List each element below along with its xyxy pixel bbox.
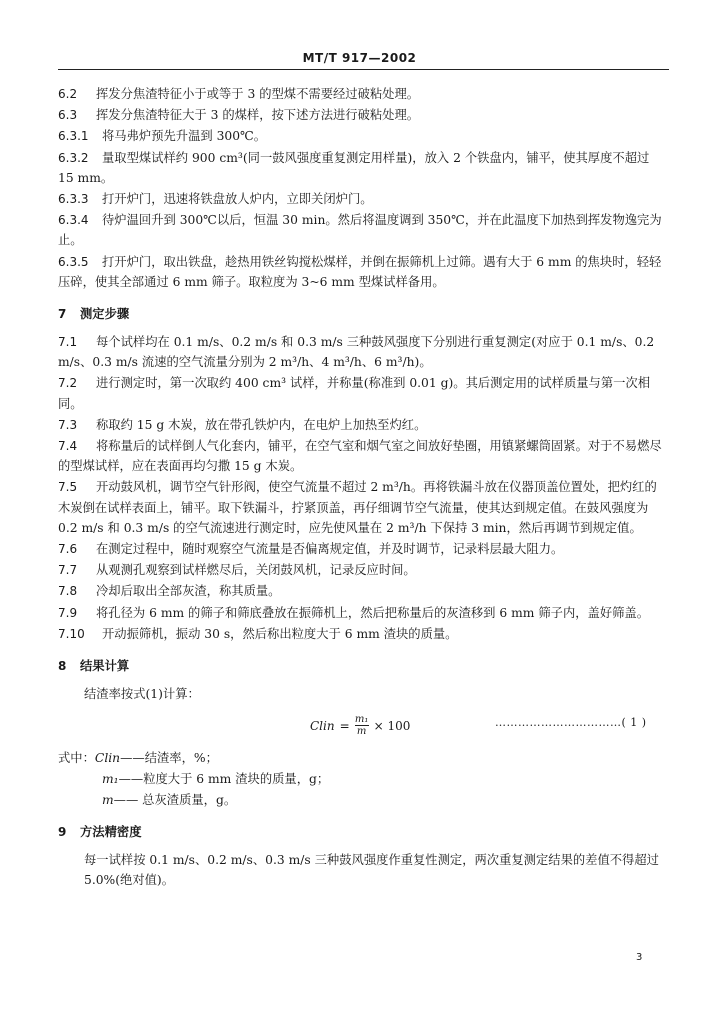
clause-text: 在测定过程中，随时观察空气流量是否偏离规定值，并及时调节，记录料层最大阻力。 [96, 542, 564, 557]
clause-6-2 [58, 84, 664, 104]
formula-fraction [355, 714, 369, 737]
page-number: 3 [636, 952, 643, 963]
clause-7-4 [58, 436, 664, 476]
clause-number: 7.7 [58, 563, 78, 578]
clause-text: 量取型煤试样约 900 cm³(同一鼓风强度重复测定用样量)，放入 2 个铁盘内，铺平，使其厚度不超过 15 mm。 [58, 150, 650, 185]
section-9-heading [58, 822, 664, 842]
clause-text: 从观测孔观察到试样燃尽后，关闭鼓风机，记录反应时间。 [96, 563, 416, 578]
formula-row [58, 710, 664, 744]
clause-6-3 [58, 105, 664, 125]
clause-number: 6.3 [58, 108, 78, 123]
clause-text: 称取约 15 g 木炭，放在带孔铁炉内，在电炉上加热至灼红。 [96, 417, 427, 432]
clause-number: 7.6 [58, 542, 78, 557]
clause-text: 冷却后取出全部灰渣，称其质量。 [96, 584, 281, 599]
section-number: 8 [58, 659, 67, 674]
definition-symbol: m₁ [102, 772, 119, 787]
clause-6-3-4 [58, 210, 664, 250]
clause-number: 7.10 [58, 626, 85, 641]
standard-code-header: MT/T 917—2002 [302, 51, 417, 65]
clause-number: 6.3.3 [58, 192, 89, 207]
clause-7-10 [58, 624, 664, 644]
clause-number: 7.4 [58, 439, 78, 454]
clause-6-3-5 [58, 252, 664, 292]
definition-text: —— 总灰渣质量，g。 [113, 793, 237, 808]
clause-6-3-1 [58, 126, 664, 146]
clause-text: 待炉温回升到 300℃以后，恒温 30 min。然后将温度调到 350℃，并在此温度下加热到挥发物逸完为止。 [58, 213, 662, 248]
section-title: 方法精密度 [80, 825, 142, 840]
clause-number: 6.3.4 [58, 213, 89, 228]
clause-text: 每个试样均在 0.1 m/s、0.2 m/s 和 0.3 m/s 三种鼓风强度下分别进行重复测定(对应于 0.1 m/s、0.2 m/s、0.3 m/s 流速的空气流量分别为 2 m³/h、4 m³/h、6 m³/h)。 [58, 335, 655, 370]
clause-number: 7.8 [58, 584, 78, 599]
header-rule [58, 69, 669, 70]
clause-number: 7.1 [58, 335, 78, 350]
clause-6-3-2 [58, 148, 664, 188]
clause-text: 挥发分焦渣特征小于或等于 3 的型煤不需要经过破粘处理。 [96, 87, 420, 101]
clause-number: 6.3.1 [58, 129, 89, 144]
clause-7-5 [58, 477, 664, 538]
definition-text: ——结渣率，%； [120, 751, 218, 766]
section-number: 9 [58, 825, 67, 840]
clause-text: 进行测定时，第一次取约 400 cm³ 试样，并称量(称准到 0.01 g)。其后测定用的试样质量与第一次相同。 [58, 376, 651, 411]
section-title: 测定步骤 [80, 307, 130, 322]
precision-paragraph: 每一试样按 0.1 m/s、0.2 m/s、0.3 m/s 三种鼓风强度作重复性测定，两次重复测定结果的差值不得超过 5.0%(绝对值)。 [84, 853, 659, 888]
clause-text: 将马弗炉预先升温到 300℃。 [102, 129, 267, 144]
clause-number: 6.3.2 [58, 150, 89, 165]
formula-multiplier: × 100 [373, 718, 411, 733]
section-title: 结果计算 [80, 659, 130, 674]
definition-symbol: m [102, 793, 114, 808]
formula-numerator: m₁ [354, 714, 369, 726]
section-number: 7 [58, 307, 67, 322]
clause-number: 7.3 [58, 417, 78, 432]
clause-number: 6.2 [58, 87, 78, 101]
clause-7-1 [58, 332, 664, 372]
clause-6-3-3 [58, 189, 664, 209]
clause-7-9 [58, 603, 664, 623]
formula-equals: = [339, 718, 350, 733]
clause-7-8 [58, 581, 664, 601]
page-content [58, 84, 664, 892]
clause-number: 7.2 [58, 376, 78, 391]
clause-7-7 [58, 560, 664, 580]
clause-7-3 [58, 415, 664, 435]
equation-number: ……………………………( 1 ) [495, 716, 647, 730]
section-7-heading [58, 304, 664, 324]
symbol-definitions [58, 748, 664, 810]
formula-intro: 结渣率按式(1)计算： [84, 687, 200, 702]
definition-prefix: 式中： [58, 751, 95, 766]
clause-7-2 [58, 373, 664, 413]
clause-text: 将称量后的试样倒人气化套内，铺平，在空气室和烟气室之间放好垫圈，用镇紧螺筒固紧。对于不易燃尽的型煤试样，应在表面再均匀撒 15 g 木炭。 [58, 439, 662, 474]
section-8-heading [58, 656, 664, 676]
clause-number: 7.9 [58, 605, 78, 620]
clause-number: 6.3.5 [58, 254, 89, 269]
definition-symbol: Clin [94, 751, 121, 766]
formula-clin [310, 714, 410, 737]
clause-number: 7.5 [58, 480, 78, 495]
definition-clin [58, 748, 664, 768]
clause-7-6 [58, 539, 664, 559]
formula-denominator: m [356, 726, 367, 738]
clause-text: 打开炉门，迅速将铁盘放人炉内，立即关闭炉门。 [102, 192, 373, 207]
definition-text: ——粒度大于 6 mm 渣块的质量，g； [118, 772, 330, 787]
formula-lhs: Clin [310, 718, 335, 733]
definition-m1 [58, 769, 664, 789]
clause-text: 打开炉门，取出铁盘，趁热用铁丝钩搅松煤样，并倒在振筛机上过筛。遇有大于 6 mm 的焦块时，轻轻压碎，使其全部通过 6 mm 筛子。取粒度为 3~6 mm 型煤试样备用。 [58, 254, 662, 289]
clause-text: 开动鼓风机，调节空气针形阀，使空气流量不超过 2 m³/h。再将铁漏斗放在仪器顶盖位置处，把灼红的木炭倒在试样表面上，铺平。取下铁漏斗，拧紧顶盖，再仔细调节空气流量，使其达到规定值。在鼓风强度为 0.2 m/s 和 0.3 m/s 的空气流速进行测定时，应先使风量在 2 m³/h 下保持 3 min，然后再调节到规定值。 [58, 480, 657, 535]
clause-text: 开动振筛机，振动 30 s，然后称出粒度大于 6 mm 渣块的质量。 [102, 626, 458, 641]
clause-text: 将孔径为 6 mm 的筛子和筛底叠放在振筛机上，然后把称量后的灰渣移到 6 mm 筛子内，盖好筛盖。 [96, 605, 650, 620]
definition-m [58, 790, 664, 810]
clause-text: 挥发分焦渣特征大于 3 的煤样，按下述方法进行破粘处理。 [96, 108, 420, 123]
